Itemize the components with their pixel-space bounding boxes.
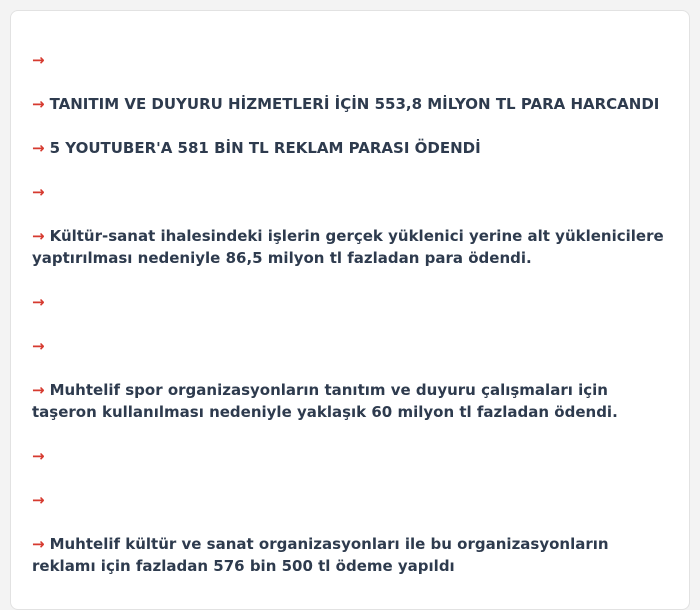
list-item [32,137,675,159]
arrow-icon: → [32,293,45,311]
item-text: TANITIM VE DUYURU HİZMETLERİ İÇİN 553,8 MİLYON TL PARA HARCANDI [49,95,660,113]
arrow-icon: → [32,139,45,157]
item-text: Muhtelif spor organizasyonların tanıtım ve duyuru çalışmaları için taşeron kullanılması nedeniyle yaklaşık 60 milyon tl fazladan ödendi. [32,381,618,421]
list-item [32,445,675,467]
list-item [32,49,675,71]
arrow-icon: → [32,227,45,245]
article-card [10,10,690,610]
list-item [32,225,675,269]
list-item [32,291,675,313]
arrow-icon: → [32,535,45,553]
item-text: Muhtelif kültür ve sanat organizasyonları ile bu organizasyonların reklamı için fazladan 576 bin 500 tl ödeme yapıldı [32,535,609,575]
list-item [32,489,675,511]
arrow-icon: → [32,95,45,113]
arrow-icon: → [32,447,45,465]
arrow-icon: → [32,381,45,399]
list-item [32,335,675,357]
arrow-icon: → [32,491,45,509]
list-item [32,379,675,423]
arrow-icon: → [32,51,45,69]
list-item [32,181,675,203]
list-item [32,533,675,577]
item-text: 5 YOUTUBER'A 581 BİN TL REKLAM PARASI ÖDENDİ [49,139,481,157]
item-text: Kültür-sanat ihalesindeki işlerin gerçek yüklenici yerine alt yüklenicilere yaptırılması nedeniyle 86,5 milyon tl fazladan para ödendi. [32,227,664,267]
arrow-icon: → [32,337,45,355]
arrow-icon: → [32,183,45,201]
list-item [32,93,675,115]
